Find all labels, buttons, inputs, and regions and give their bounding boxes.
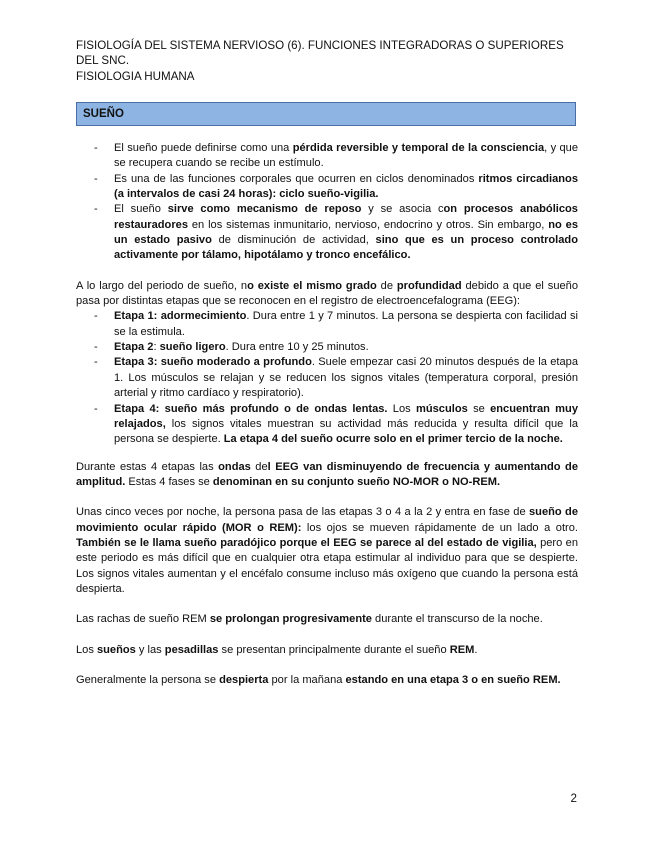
header-title-line-2: DEL SNC. [76, 54, 130, 68]
paragraph-suenos: Los sueños y las pesadillas se presentan principalmente durante el sueño REM. [76, 643, 478, 656]
list-item: - Etapa 1: adormecimiento. Dura entre 1 y 7 minutos. La persona se despierta con facilidad si se la estimula. [76, 309, 578, 340]
header-subject: FISIOLOGIA HUMANA [76, 69, 195, 83]
paragraph-rachas: Las rachas de sueño REM se prolongan progresivamente durante el transcurso de la noche. [76, 613, 543, 626]
section-title: SUEÑO [83, 108, 124, 120]
sleep-stages-list [76, 309, 578, 447]
list-item: - Etapa 4: sueño más profundo o de ondas lentas. Los músculos se encuentran muy relajados, los signos vitales muestran su actividad más reducida y resulta difícil que la persona se despierte. La etapa 4 del sueño ocurre solo en el primer tercio de la noche. [76, 402, 578, 448]
paragraph-intro: A lo largo del periodo de sueño, no existe el mismo grado de profundidad debido a que el sueño pasa por distintas etapas que se reconocen en el registro de electroencefalograma (EEG): [76, 279, 578, 308]
section-heading-box [76, 102, 576, 126]
paragraph-rem: Unas cinco veces por noche, la persona pasa de las etapas 3 o 4 a la 2 y entra en fase de sueño de movimiento ocular rápido (MOR o REM): los ojos se mueven rápidamente de un lado a otro. También se le llama sueño paradójico porque el EEG se parece al del estado de vigilia, pero en este periodo es más difícil que en cualquier otra etapa estimular al individuo para que se despierte. Los signos vitales aumentan y el encéfalo consume incluso más oxígeno que cuando la persona está despierta. [76, 506, 578, 595]
paragraph-waves: Durante estas 4 etapas las ondas del EEG van disminuyendo de frecuencia y aumentando de amplitud. Estas 4 fases se denominan en su conjunto sueño NO-MOR o NO-REM. [76, 460, 578, 488]
list-item: - Etapa 2: sueño ligero. Dura entre 10 y 25 minutos. [76, 340, 578, 355]
page-number: 2 [570, 792, 577, 805]
list-item: - Es una de las funciones corporales que ocurren en ciclos denominados ritmos circadianos (a intervalos de casi 24 horas): ciclo sueño-vigilia. [76, 172, 578, 203]
list-item: - El sueño puede definirse como una pérdida reversible y temporal de la consciencia, y que se recupera cuando se recibe un estímulo. [76, 141, 578, 172]
sleep-definition-list [76, 141, 578, 264]
list-item: - Etapa 3: sueño moderado a profundo. Suele empezar casi 20 minutos después de la etapa 1. Los músculos se relajan y se reducen los signos vitales (temperatura corporal, presión arterial y ritmo cardíaco y respiratorio). [76, 355, 578, 401]
paragraph-despierta: Generalmente la persona se despierta por la mañana estando en una etapa 3 o en sueño REM. [76, 673, 561, 686]
list-item: - El sueño sirve como mecanismo de reposo y se asocia con procesos anabólicos restauradores en los sistemas inmunitario, nervioso, endocrino y otros. Sin embargo, no es un estado pasivo de disminución de actividad, sino que es un proceso controlado activamente por tálamo, hipotálamo y tronco encefálico. [76, 202, 578, 263]
document-header [76, 38, 596, 84]
document-body [76, 141, 578, 688]
header-title-line-1: FISIOLOGÍA DEL SISTEMA NERVIOSO (6). FUNCIONES INTEGRADORAS O SUPERIORES [76, 39, 564, 52]
